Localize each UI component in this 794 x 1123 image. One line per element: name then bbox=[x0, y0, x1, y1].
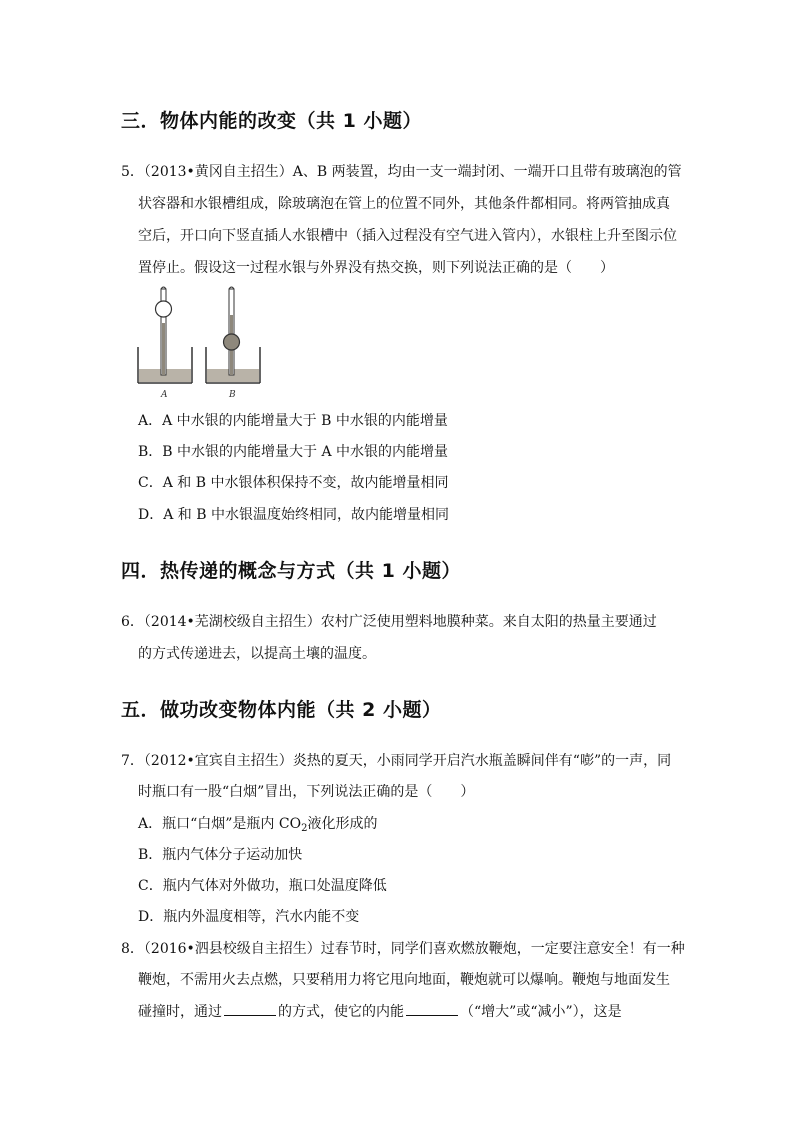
device-b-diagram bbox=[206, 287, 260, 383]
q7-option-a bbox=[138, 814, 377, 839]
q5-option-b: B．B 中水银的内能增量大于 A 中水银的内能增量 bbox=[138, 444, 449, 460]
figure-label-a: A bbox=[161, 390, 168, 400]
q8-line-3 bbox=[138, 1001, 622, 1022]
q8-line-3-middle: 的方式，使它的内能 bbox=[278, 1004, 404, 1020]
mercury-apparatus-figure bbox=[133, 285, 263, 403]
q5-option-a: A．A 中水银的内能增量大于 B 中水银的内能增量 bbox=[138, 413, 448, 429]
q8-line-1: 8．（2016•泗县校级自主招生）过春节时，同学们喜欢燃放鞭炮，一定要注意安全！有一种 bbox=[121, 941, 685, 957]
q5-line-4: 置停止。假设这一过程水银与外界没有热交换，则下列说法正确的是（ ） bbox=[138, 260, 614, 276]
q5-line-2: 状容器和水银槽组成，除玻璃泡在管上的位置不同外，其他条件都相同。将两管抽成真 bbox=[138, 196, 670, 212]
section-heading-4: 四．热传递的概念与方式（共 1 小题） bbox=[121, 560, 461, 582]
q8-line-2: 鞭炮，不需用火去点燃，只要稍用力将它甩向地面，鞭炮就可以爆响。鞭炮与地面发生 bbox=[138, 972, 670, 988]
q7-option-a-text: A．瓶口“白烟”是瓶内 CO bbox=[138, 816, 302, 832]
q7-option-a-text-end: 液化形成的 bbox=[307, 816, 378, 832]
q6-line-1: 6．（2014•芜湖校级自主招生）农村广泛使用塑料地膜种菜。来自太阳的热量主要通过 bbox=[121, 614, 657, 630]
q5-line-3: 空后，开口向下竖直插人水银槽中（插入过程没有空气进入管内），水银柱上升至图示位 bbox=[138, 228, 677, 244]
q7-option-d: D．瓶内外温度相等，汽水内能不变 bbox=[138, 909, 360, 925]
q5-option-d: D．A 和 B 中水银温度始终相同，故内能增量相同 bbox=[138, 507, 449, 523]
q7-line-2: 时瓶口有一股“白烟”冒出，下列说法正确的是（ ） bbox=[138, 784, 475, 800]
q8-line-3-start: 碰撞时，通过 bbox=[138, 1004, 222, 1020]
q7-option-b: B．瓶内气体分子运动加快 bbox=[138, 847, 303, 863]
answer-blank-1[interactable] bbox=[224, 1001, 276, 1016]
figure-label-b: B bbox=[229, 390, 236, 400]
q5-line-1: 5．（2013•黄冈自主招生）A、B 两装置，均由一支一端封闭、一端开口且带有玻璃泡的管 bbox=[121, 164, 682, 180]
co2-subscript: 2 bbox=[301, 823, 308, 834]
q6-line-2: 的方式传递进去，以提高土壤的温度。 bbox=[138, 646, 376, 662]
q8-line-3-end: （“增大”或“减小”），这是 bbox=[460, 1004, 622, 1020]
q7-option-c: C．瓶内气体对外做功，瓶口处温度降低 bbox=[138, 878, 387, 894]
device-a-diagram bbox=[138, 287, 192, 383]
section-heading-5: 五．做功改变物体内能（共 2 小题） bbox=[121, 699, 442, 721]
q5-option-c: C．A 和 B 中水银体积保持不变，故内能增量相同 bbox=[138, 475, 449, 491]
section-heading-3: 三．物体内能的改变（共 1 小题） bbox=[121, 110, 422, 132]
answer-blank-2[interactable] bbox=[406, 1001, 458, 1016]
q7-line-1: 7．（2012•宜宾自主招生）炎热的夏天，小雨同学开启汽水瓶盖瞬间伴有“嘭”的一声，同 bbox=[121, 753, 672, 769]
